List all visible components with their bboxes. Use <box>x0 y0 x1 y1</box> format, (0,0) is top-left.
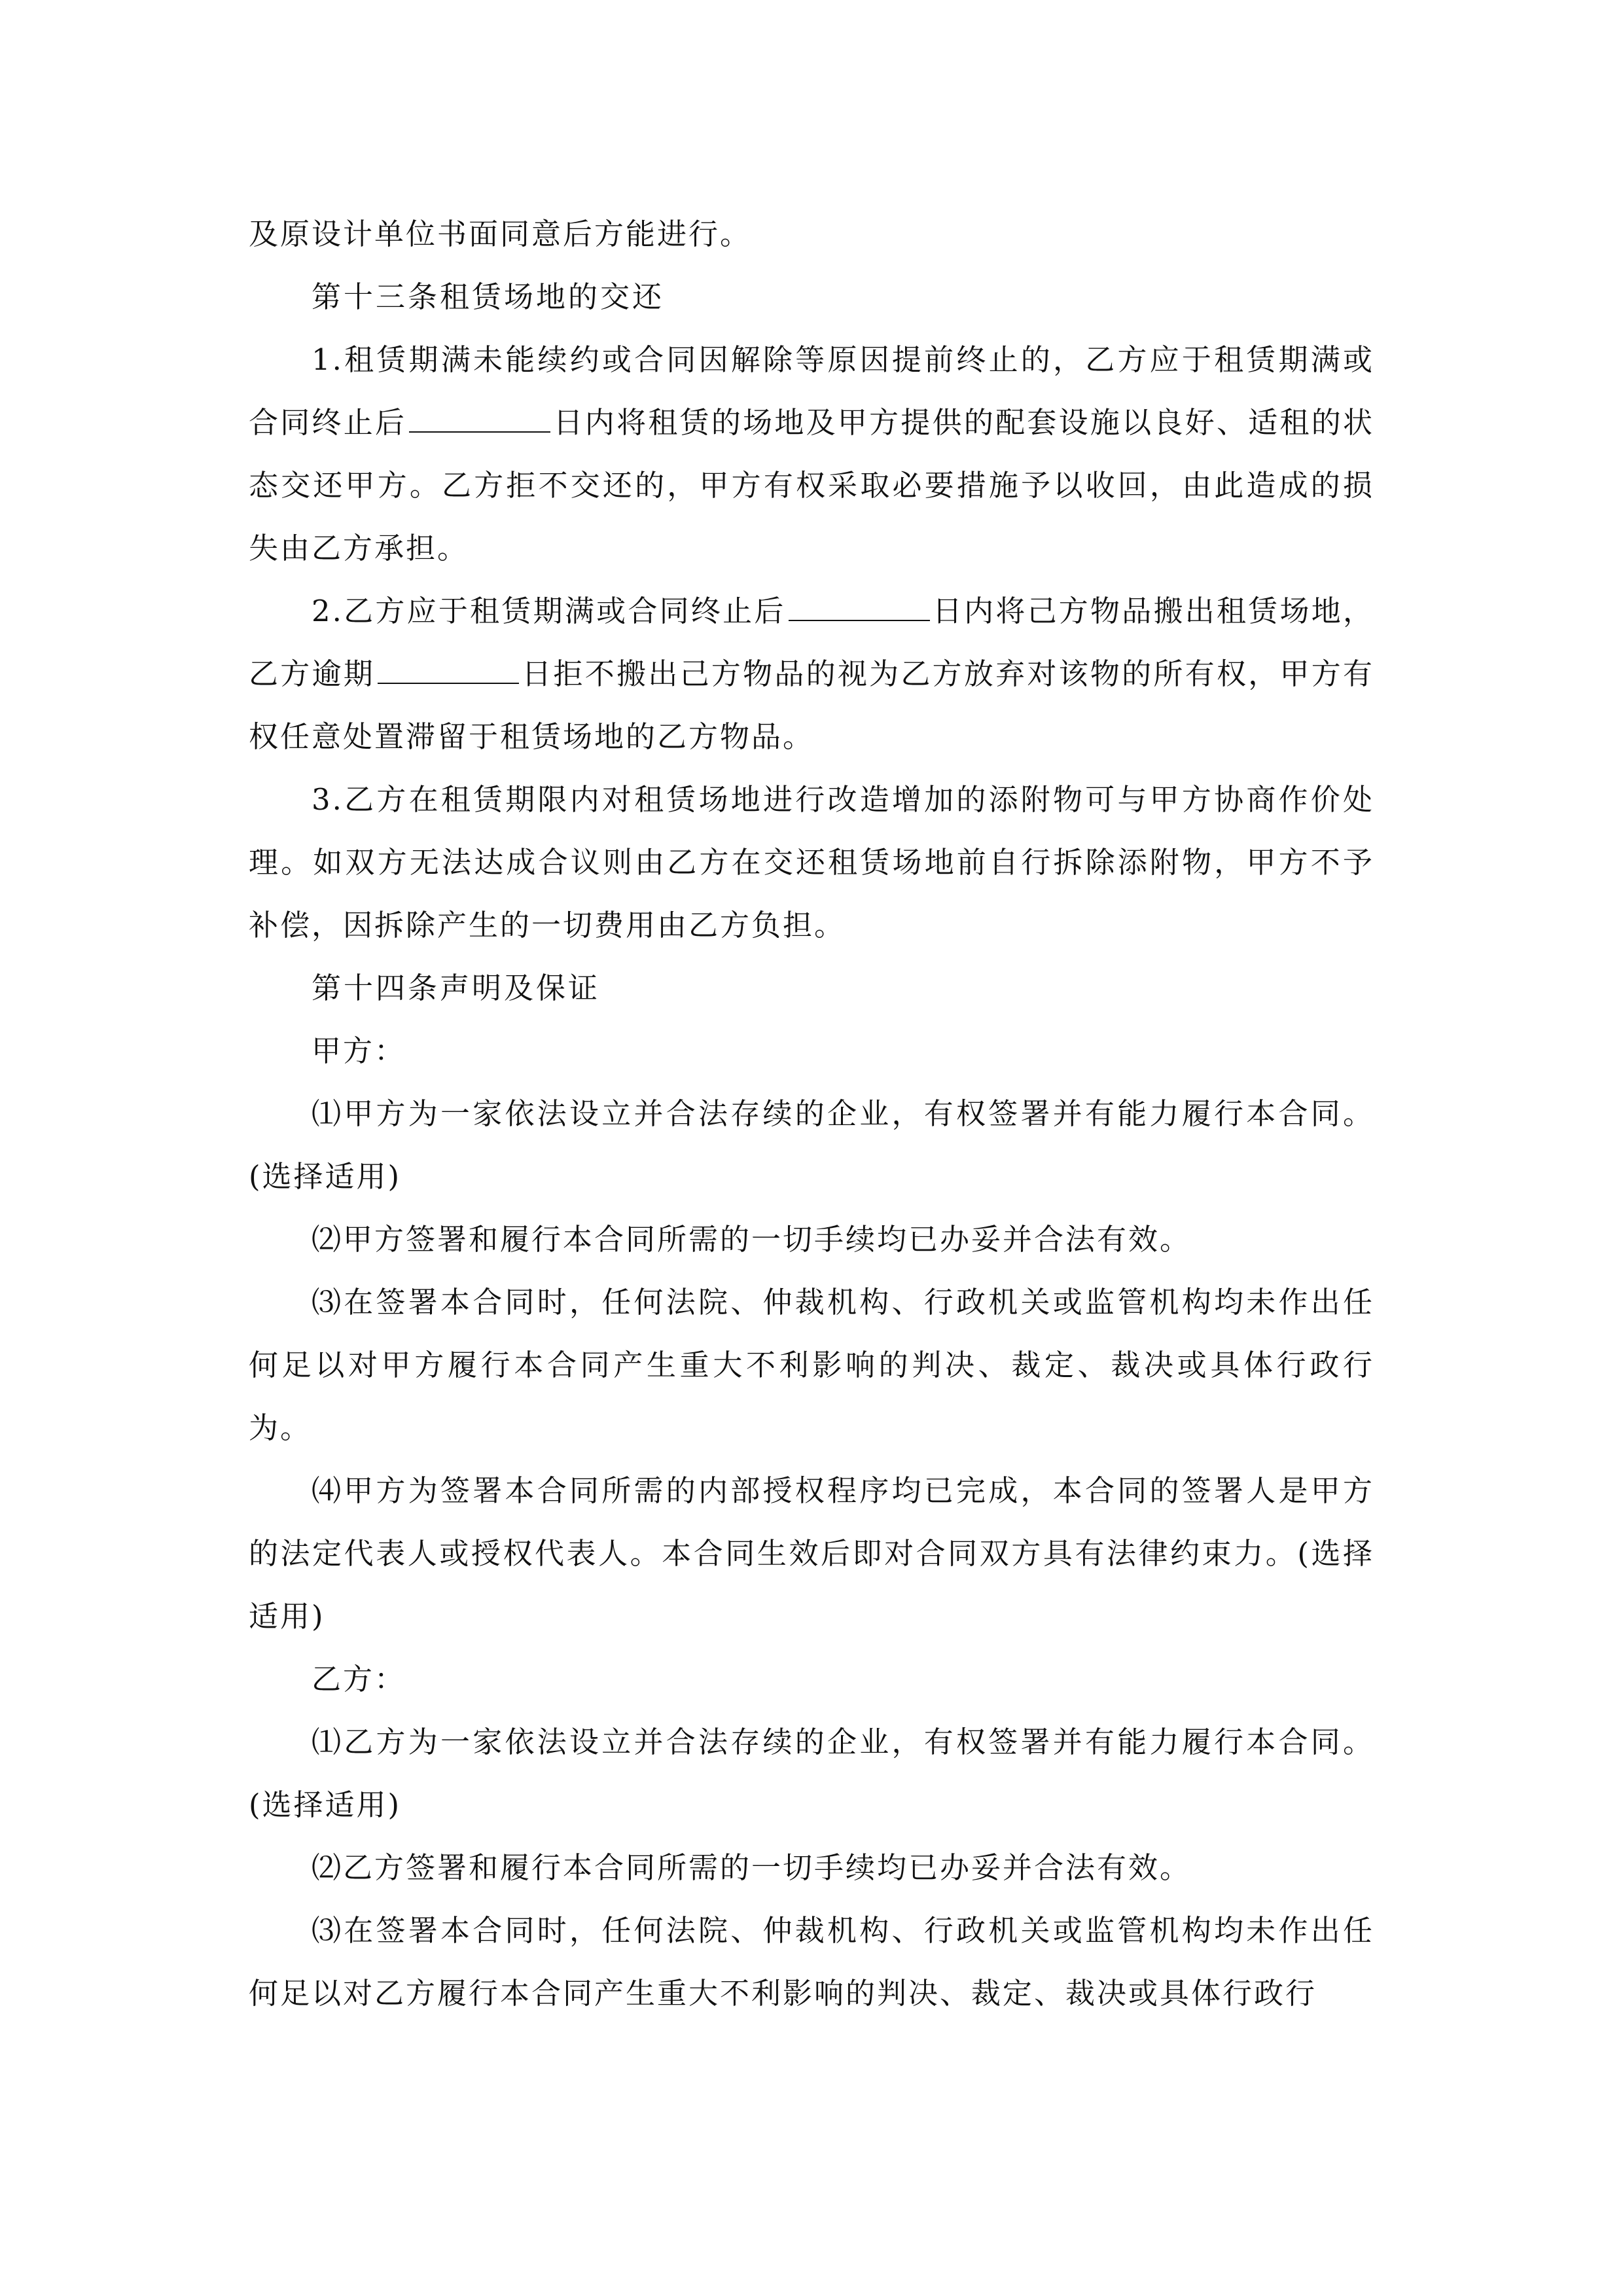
fill-in-blank[interactable] <box>789 582 930 621</box>
clause-text: 日内将租赁的场地及甲方提供的配套设施以良好、适租的状态交还甲方。乙方拒不交还的，甲方有权采取必要措施予以收回，由此造成的损失由乙方承担。 <box>249 405 1374 565</box>
clause-text: 日拒不搬出己方物品的视为乙方放弃对该物的所有权，甲方有权任意处置滞留于租赁场地的乙方物品。 <box>249 656 1374 754</box>
fill-in-blank[interactable] <box>378 645 519 684</box>
party-b-item-3: ⑶在签署本合同时，任何法院、仲裁机构、行政机关或监管机构均未作出任何足以对乙方履行本合同产生重大不利影响的判决、裁定、裁决或具体行政行 <box>249 1913 1374 2011</box>
paragraph-continuation: 及原设计单位书面同意后方能进行。 <box>249 217 752 251</box>
fill-in-blank[interactable] <box>409 393 550 433</box>
section-heading-14: 第十四条声明及保证 <box>312 971 601 1005</box>
party-b-item-2: ⑵乙方签署和履行本合同所需的一切手续均已办妥并合法有效。 <box>312 1850 1192 1885</box>
clause-text: 日内将己方物品搬出租赁场地，乙方逾期 <box>249 594 1374 691</box>
document-body <box>249 203 1374 2025</box>
party-b-item-1: ⑴乙方为一家依法设立并合法存续的企业，有权签署并有能力履行本合同。(选择适用) <box>249 1725 1374 1822</box>
party-a-item-3: ⑶在签署本合同时，任何法院、仲裁机构、行政机关或监管机构均未作出任何足以对甲方履行本合同产生重大不利影响的判决、裁定、裁决或具体行政行为。 <box>249 1285 1374 1445</box>
party-a-item-4: ⑷甲方为签署本合同所需的内部授权程序均已完成，本合同的签署人是甲方的法定代表人或授权代表人。本合同生效后即对合同双方具有法律约束力。(选择适用) <box>249 1473 1374 1634</box>
party-b-label: 乙方： <box>312 1662 406 1696</box>
party-a-item-1: ⑴甲方为一家依法设立并合法存续的企业，有权签署并有能力履行本合同。(选择适用) <box>249 1096 1374 1194</box>
clause-13-1 <box>249 329 1374 580</box>
clause-13-2 <box>249 580 1374 768</box>
party-a-label: 甲方： <box>312 1033 406 1068</box>
party-a-item-2: ⑵甲方签署和履行本合同所需的一切手续均已办妥并合法有效。 <box>312 1222 1192 1257</box>
clause-13-3: 3.乙方在租赁期限内对租赁场地进行改造增加的添附物可与甲方协商作价处理。如双方无法达成合议则由乙方在交还租赁场地前自行拆除添附物，甲方不予补偿，因拆除产生的一切费用由乙方负担。 <box>249 782 1374 942</box>
clause-text: 1.租赁期满未能续约或合同因解除等原因提前终止的，乙方应于租赁期满或合同终止后 <box>249 342 1374 440</box>
section-heading-13: 第十三条租赁场地的交还 <box>312 279 665 314</box>
clause-text: 2.乙方应于租赁期满或合同终止后 <box>312 594 786 628</box>
